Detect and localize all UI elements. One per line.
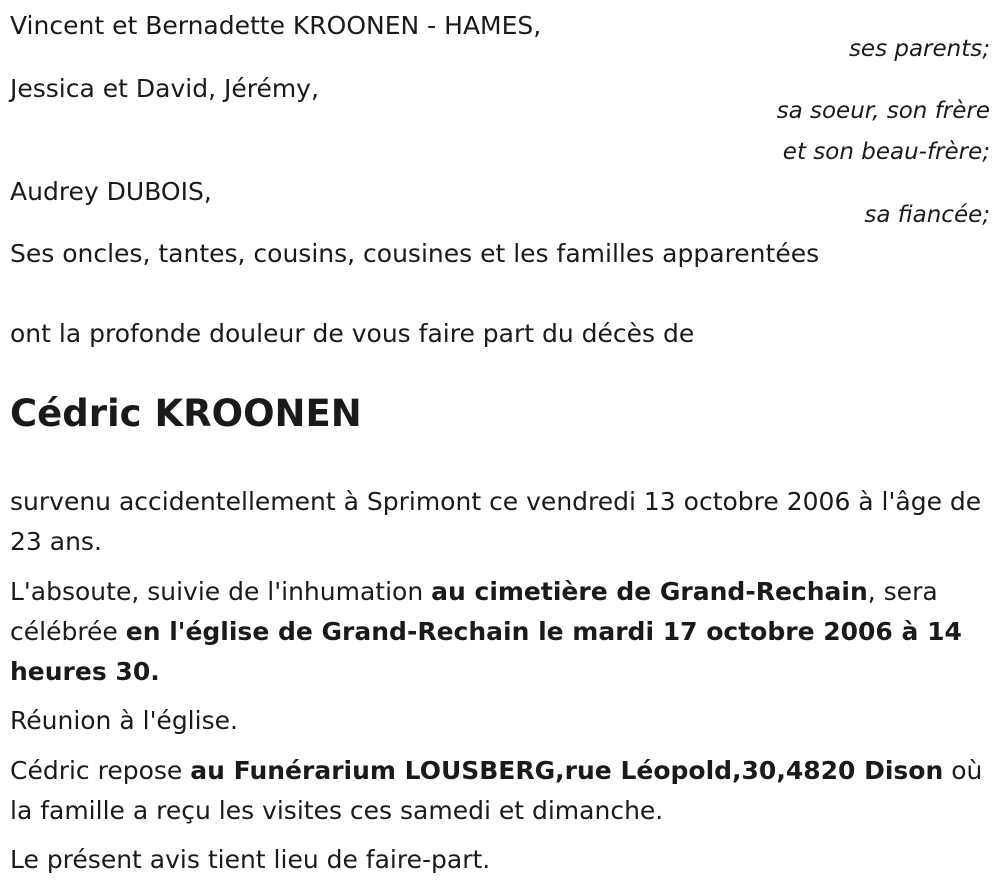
repose-details: [10, 751, 990, 831]
siblings-relation-line1: sa soeur, son frère: [776, 98, 990, 124]
siblings-relation-line2: et son beau-frère;: [782, 139, 990, 165]
siblings-names: Jessica et David, Jérémy,: [10, 74, 319, 103]
announcement-intro: ont la profonde douleur de vous faire part du décès de: [10, 319, 695, 348]
extended-family: Ses oncles, tantes, cousins, cousines et les familles apparentées: [10, 239, 820, 268]
notice-statement: Le présent avis tient lieu de faire-part.: [10, 845, 491, 874]
ceremony-text-1: L'absoute, suivie de l'inhumation: [10, 577, 432, 606]
parents-relation: ses parents;: [848, 36, 990, 62]
death-details: survenu accidentellement à Sprimont ce vendredi 13 octobre 2006 à l'âge de 23 ans.: [10, 487, 982, 556]
ceremony-text-2: , sera célébrée: [10, 577, 938, 646]
meeting-details: Réunion à l'église.: [10, 706, 238, 735]
fiancee-relation: sa fiancée;: [864, 202, 990, 228]
deceased-name: Cédric KROONEN: [10, 392, 362, 435]
repose-text-1: Cédric repose: [10, 756, 191, 785]
repose-text-2: où la famille a reçu les visites ces samedi et dimanche.: [10, 756, 983, 825]
funerarium-address: au Funérarium LOUSBERG,rue Léopold,30,4820 Dison: [190, 756, 944, 785]
parents-names: Vincent et Bernadette KROONEN - HAMES,: [10, 11, 542, 40]
ceremony-details: [10, 572, 990, 692]
cemetery-location: au cimetière de Grand-Rechain: [431, 577, 868, 606]
fiancee-name: Audrey DUBOIS,: [10, 177, 212, 206]
church-date-time: en l'église de Grand-Rechain le mardi 17 octobre 2006 à 14 heures 30.: [10, 617, 962, 686]
